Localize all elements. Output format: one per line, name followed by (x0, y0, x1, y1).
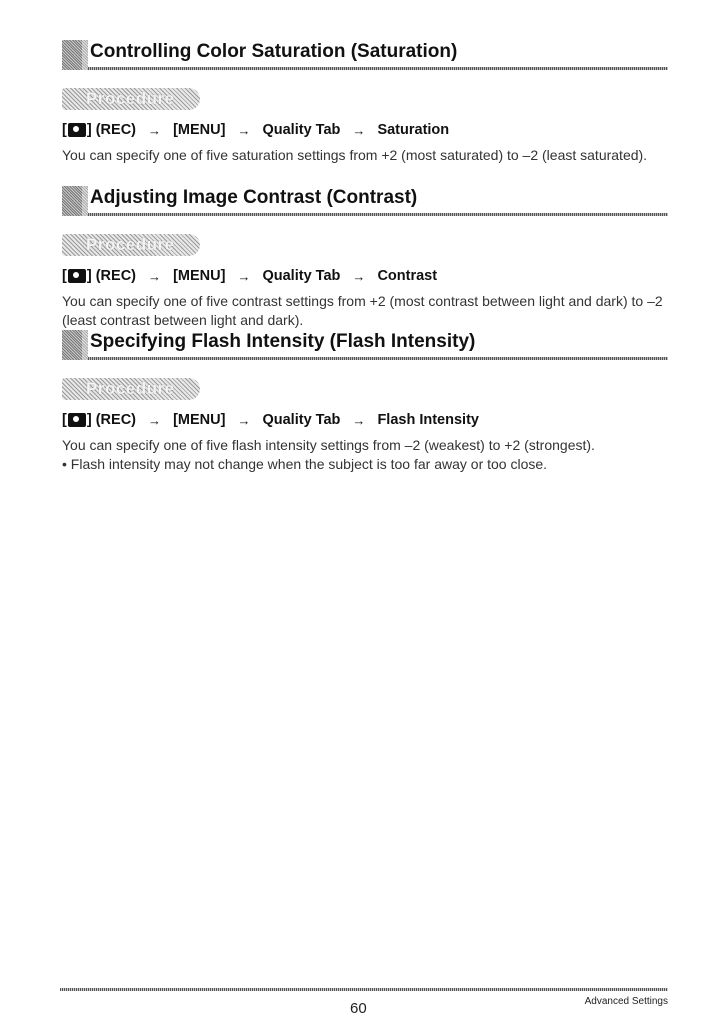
arrow-icon: → (148, 122, 162, 138)
camera-icon (68, 123, 86, 137)
arrow-icon: → (148, 268, 162, 284)
path-menu: [MENU] (173, 412, 226, 429)
path-tab: Quality Tab (262, 122, 341, 139)
section-title: Controlling Color Saturation (Saturation) (90, 41, 458, 62)
camera-icon (68, 413, 86, 427)
procedure-badge (62, 378, 668, 402)
heading-bar-decoration (82, 40, 88, 70)
path-item: Flash Intensity (377, 412, 479, 429)
path-tab: Quality Tab (262, 268, 341, 285)
path-rec: (REC) (95, 122, 136, 139)
footer-section-label: Advanced Settings (584, 996, 668, 1007)
heading-bar-decoration (82, 186, 88, 216)
arrow-icon: → (352, 412, 366, 428)
arrow-icon: → (148, 412, 162, 428)
section-flash-intensity (62, 330, 668, 474)
menu-path: [ ] (REC) → [MENU] → Quality Tab → Saturation (62, 122, 450, 139)
section-heading (62, 40, 668, 72)
heading-rule (88, 357, 668, 360)
section-title: Adjusting Image Contrast (Contrast) (90, 187, 418, 208)
procedure-label: Procedure (86, 235, 175, 254)
section-heading (62, 186, 668, 218)
heading-bar-decoration (62, 186, 82, 216)
menu-path: [ ] (REC) → [MENU] → Quality Tab → Contrast (62, 268, 438, 285)
path-rec: (REC) (95, 412, 136, 429)
section-description: You can specify one of five contrast settings from +2 (most contrast between light and dark) to –2 (least contrast between light and dark). (62, 293, 663, 328)
menu-path: [ ] (REC) → [MENU] → Quality Tab → Flash Intensity (62, 412, 479, 429)
procedure-badge (62, 88, 668, 112)
heading-rule (88, 67, 668, 70)
camera-icon (68, 269, 86, 283)
path-menu: [MENU] (173, 122, 226, 139)
arrow-icon: → (352, 122, 366, 138)
path-item: Contrast (377, 268, 438, 285)
path-tab: Quality Tab (262, 412, 341, 429)
footer-rule (60, 988, 668, 991)
heading-bar-decoration (62, 40, 82, 70)
procedure-label: Procedure (86, 379, 175, 398)
arrow-icon: → (237, 268, 251, 284)
arrow-icon: → (352, 268, 366, 284)
procedure-badge (62, 234, 668, 258)
path-menu: [MENU] (173, 268, 226, 285)
section-note: • Flash intensity may not change when the subject is too far away or too close. (62, 456, 548, 472)
path-item: Saturation (377, 122, 450, 139)
page-number: 60 (350, 1000, 367, 1017)
heading-rule (88, 213, 668, 216)
section-description: You can specify one of five flash intensity settings from –2 (weakest) to +2 (strongest). (62, 437, 595, 453)
section-description: You can specify one of five saturation settings from +2 (most saturated) to –2 (least saturated). (62, 147, 648, 163)
heading-bar-decoration (62, 330, 82, 360)
arrow-icon: → (237, 122, 251, 138)
section-saturation (62, 40, 668, 165)
section-heading (62, 330, 668, 362)
section-contrast (62, 186, 668, 330)
path-rec: (REC) (95, 268, 136, 285)
heading-bar-decoration (82, 330, 88, 360)
arrow-icon: → (237, 412, 251, 428)
section-title: Specifying Flash Intensity (Flash Intensity) (90, 331, 476, 352)
procedure-label: Procedure (86, 89, 175, 108)
